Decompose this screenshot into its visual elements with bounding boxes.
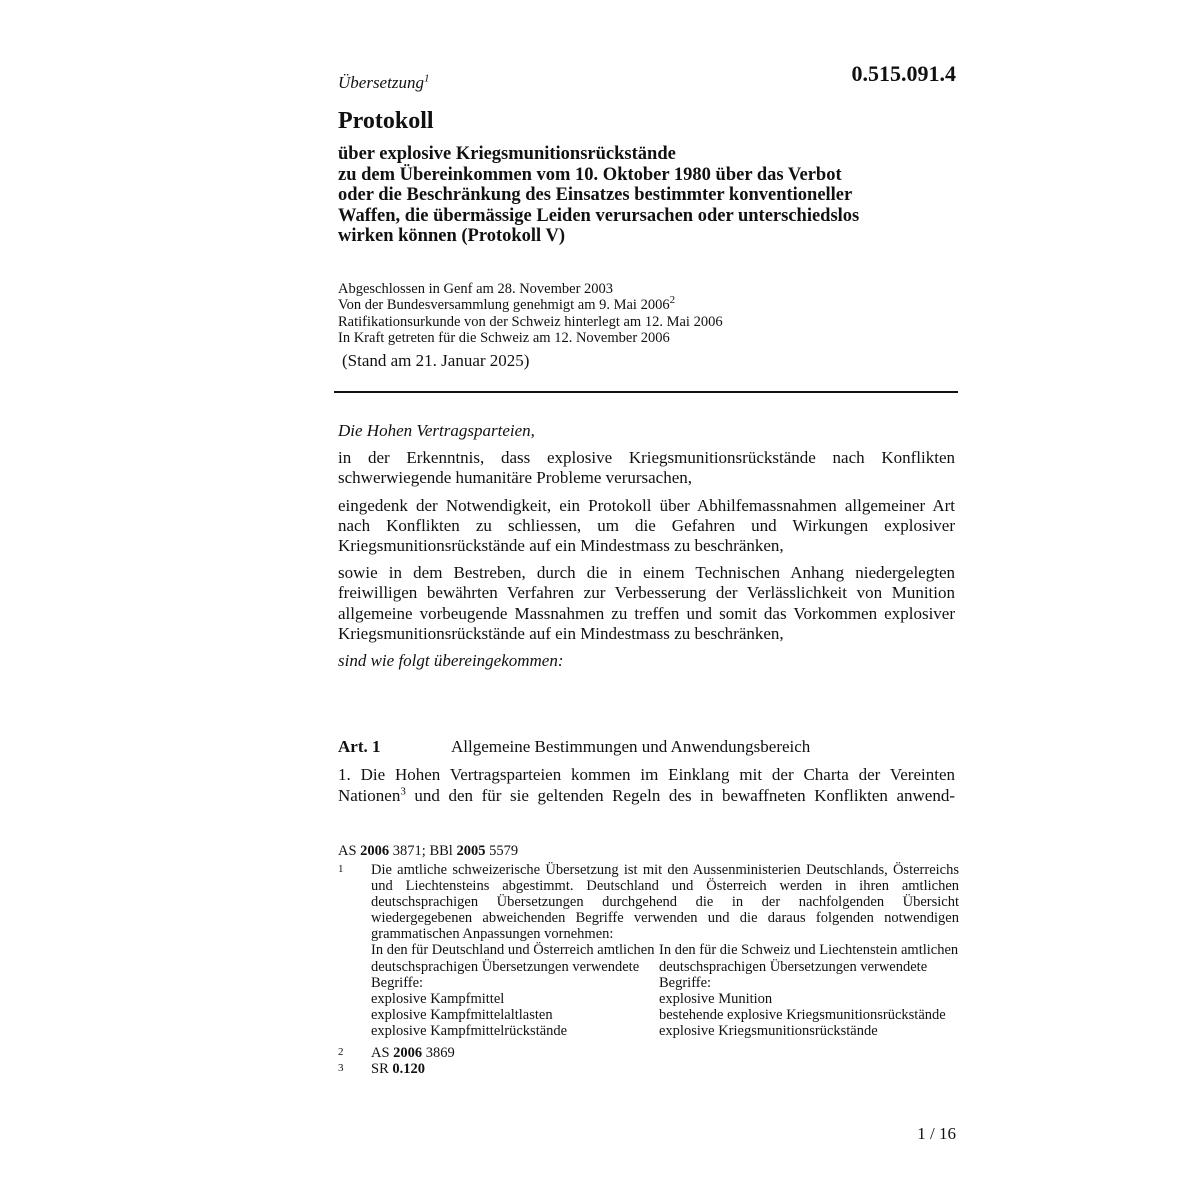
ref-year: 2005 bbox=[456, 843, 486, 859]
term-left: explosive Kampfmittelaltlasten bbox=[371, 1006, 553, 1023]
divider bbox=[334, 391, 958, 393]
preamble bbox=[338, 421, 955, 678]
article-body bbox=[338, 765, 955, 806]
footnote-text: 3869 bbox=[422, 1045, 455, 1062]
date-concluded: Abgeschlossen in Genf am 28. November 2003 bbox=[338, 281, 614, 297]
translation-label-text: Übersetzung bbox=[338, 73, 424, 92]
footnotes bbox=[338, 862, 958, 1077]
footnote-number: 2 bbox=[338, 1046, 344, 1059]
term-left: explosive Kampfmittelrückstände bbox=[371, 1022, 568, 1039]
footnote-text: AS bbox=[371, 1045, 394, 1062]
footnote-body bbox=[371, 1061, 958, 1077]
term-right: explosive Munition bbox=[659, 990, 773, 1007]
article-heading bbox=[338, 737, 955, 757]
footnote-sr-number[interactable]: 0.120 bbox=[392, 1061, 425, 1078]
preamble-paragraph: in der Erkenntnis, dass explosive Kriegsmunitionsrückstände nach Konflikten schwerwiegende humanitäre Probleme verursachen, bbox=[338, 448, 955, 488]
subtitle-line: oder die Beschränkung des Einsatzes bestimmter konventioneller bbox=[338, 185, 853, 205]
ref-text: 3871; BBl bbox=[389, 843, 457, 859]
footnote-3 bbox=[338, 1061, 958, 1077]
date-approved bbox=[338, 294, 958, 314]
footnote-body bbox=[371, 1045, 958, 1061]
article-number: Art. 1 bbox=[338, 737, 381, 756]
official-collection-reference bbox=[338, 843, 518, 860]
subtitle-line: zu dem Übereinkommen vom 10. Oktober 1980 über das Verbot bbox=[338, 164, 842, 185]
footnote-number: 1 bbox=[338, 863, 344, 875]
date-ratified: Ratifikationsurkunde von der Schweiz hinterlegt am 12. Mai 2006 bbox=[338, 313, 723, 330]
article-text: Nationen bbox=[338, 785, 401, 805]
footnote-text: SR bbox=[371, 1061, 393, 1078]
article-text: und den für sie geltenden Regeln des in bewaffneten Konflikten anwend- bbox=[405, 785, 955, 805]
footnote-body bbox=[371, 862, 959, 1039]
preamble-closing: sind wie folgt übereingekommen: bbox=[338, 651, 564, 671]
ref-text: 5579 bbox=[485, 843, 519, 859]
sr-number: 0.515.091.4 bbox=[851, 61, 956, 86]
term-left: explosive Kampfmittel bbox=[371, 990, 505, 1007]
footnote-number: 3 bbox=[338, 1062, 344, 1075]
footnote-year: 2006 bbox=[393, 1045, 423, 1062]
preamble-intro: Die Hohen Vertragsparteien, bbox=[338, 421, 535, 440]
terms-header-right: In den für die Schweiz und Liechtenstein amtlichen deutschsprachigen Übersetzungen verwendete Begriffe: bbox=[659, 942, 959, 991]
article-title: Allgemeine Bestimmungen und Anwendungsbereich bbox=[451, 737, 811, 756]
subtitle-line: über explosive Kriegsmunitionsrückstände bbox=[338, 144, 676, 164]
translation-label bbox=[338, 73, 429, 93]
ref-year: 2006 bbox=[360, 843, 390, 859]
footnote-text: Die amtliche schweizerische Übersetzung ist mit den Aussenministerien Deutschlands, Österreichs und Liechtensteins abgestimmt. Deutschland und Österreich werden in ihren amtlichen deutschsprachigen Übersetzungen durchgehend die in der nachfolgenden Übersicht wiedergegebenen abweichenden Begriffe verwenden und die daraus folgenden notwendigen grammatischen Anpassungen vornehmen: bbox=[371, 862, 959, 943]
date-approved-text: Von der Bundesversammlung genehmigt am 9. Mai 2006 bbox=[338, 297, 670, 314]
footnote-marker[interactable]: 1 bbox=[423, 72, 430, 85]
footnote-2 bbox=[338, 1045, 958, 1061]
date-in-force: In Kraft getreten für die Schweiz am 12. November 2006 bbox=[338, 329, 670, 346]
term-right: bestehende explosive Kriegsmunitionsrückstände bbox=[659, 1006, 946, 1023]
footnote-marker[interactable]: 2 bbox=[669, 294, 676, 307]
document-title: Protokoll bbox=[338, 108, 434, 134]
ref-text: AS bbox=[338, 843, 361, 859]
dates-block bbox=[338, 281, 958, 346]
article-line bbox=[338, 786, 955, 807]
terms-table bbox=[371, 942, 959, 1039]
footnote-1 bbox=[338, 862, 958, 1039]
document-subtitle bbox=[338, 144, 958, 247]
preamble-paragraph: eingedenk der Notwendigkeit, ein Protokoll über Abhilfemassnahmen allgemeiner Art nach Konflikten zu schliessen, um die Gefahren und Wirkungen explosiver Kriegsmunitionsrückstände auf ein Mindestmass zu beschränken, bbox=[338, 495, 955, 556]
footnote-marker[interactable]: 3 bbox=[400, 784, 406, 797]
subtitle-line: Waffen, die übermässige Leiden verursachen oder unterschiedslos bbox=[338, 205, 860, 226]
terms-header-left: In den für Deutschland und Österreich amtlichen deutschsprachigen Übersetzungen verwendete Begriffe: bbox=[371, 942, 655, 991]
status-date: (Stand am 21. Januar 2025) bbox=[342, 351, 530, 370]
article-line: 1. Die Hohen Vertragsparteien kommen im Einklang mit der Charta der Vereinten bbox=[338, 765, 955, 784]
preamble-paragraph: sowie in dem Bestreben, durch die in einem Technischen Anhang niedergelegten freiwilligen bewährten Verfahren zur Verbesserung der Verlässlichkeit von Munition allgemeine vorbeugende Massnahmen zu treffen und somit das Vorkommen explosiver Kriegsmunitionsrückstände auf ein Mindestmass zu beschränken, bbox=[338, 563, 955, 643]
term-right: explosive Kriegsmunitionsrückstände bbox=[659, 1022, 878, 1039]
subtitle-line: wirken können (Protokoll V) bbox=[338, 226, 565, 246]
page-number: 1 / 16 bbox=[917, 1124, 956, 1143]
